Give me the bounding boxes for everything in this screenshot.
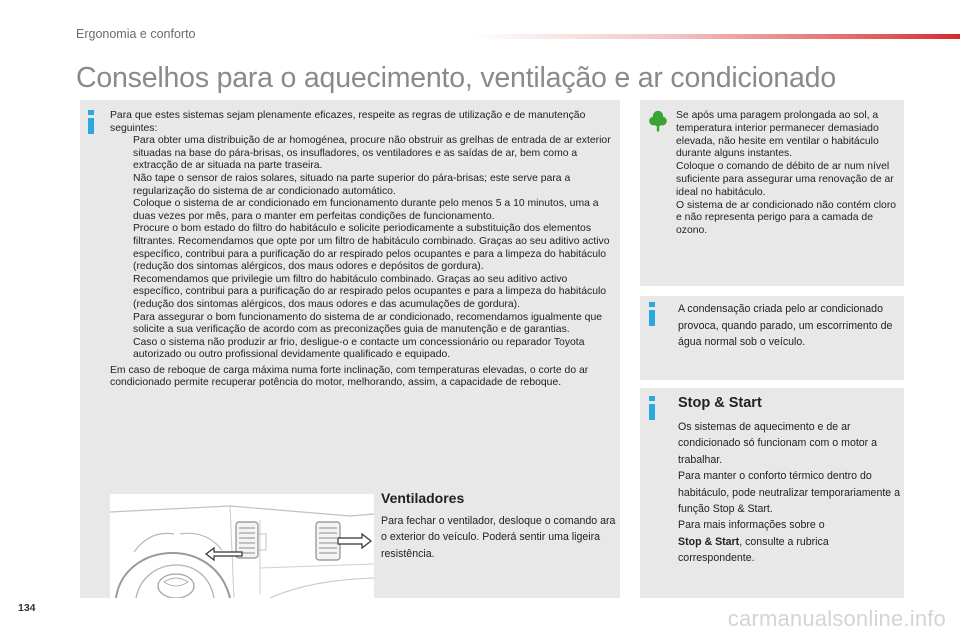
watermark: carmanualsonline.info xyxy=(727,606,946,631)
dashboard-vent-illustration xyxy=(110,494,374,598)
stop-start-text xyxy=(678,419,902,567)
list-item: Procure o bom estado do filtro do habitáculo e solicite periodicamente a substituição dos elementos filtrantes. Recomendamos que opte por um filtro de habitáculo combinado. Graças ao seu aditivo activo específico, contribui para a purificação do ar respirado pelos ocupantes e para a limpeza do habitáculo (redução dos sintomas alérgicos, dos maus odores e depósitos de gordura). Recomendamos que privilegie um filtro do habitáculo combinado. Graças ao seu aditivo activo específico, contribui para a purificação do ar respirado pelos ocupantes e para a limpeza do habitáculo (redução dos sintomas alérgicos, dos maus odores e das acumulações de gordura). xyxy=(110,223,614,311)
condensation-text: A condensação criada pelo ar condicionado provoca, quando parado, um escorrimento de água normal sob o veículo. xyxy=(678,303,893,349)
eco-tree-icon xyxy=(649,110,667,132)
list-item: Caso o sistema não produzir ar frio, desligue-o e contacte um concessionário ou reparador Toyota autorizado ou outro profissional devidamente qualificado e equipado. xyxy=(133,336,585,361)
stop-start-p1: Os sistemas de aquecimento e de ar condicionado só funcionam com o motor a trabalhar. xyxy=(678,421,878,466)
info-icon xyxy=(87,110,95,134)
list-item: Para assegurar o bom funcionamento do sistema de ar condicionado, recomendamos igualmente que solicite a sua verificação de acordo com as preconizações guia de manutenção e de garantias. xyxy=(133,311,603,336)
list-item-extra: Recomendamos que privilegie um filtro do habitáculo combinado. Graças ao seu aditivo activo específico, contribui para a purificação do ar respirado pelos ocupantes e para a limpeza do habitáculo (redução dos sintomas alérgicos, dos maus odores e das acumulações de gordura). xyxy=(133,273,607,310)
ventiladores-title: Ventiladores xyxy=(381,490,465,506)
stop-start-ref: Stop & Start xyxy=(678,535,740,548)
towing-note: Em caso de reboque de carga máxima numa forte inclinação, com temperaturas elevadas, o corte do ar condicionado permite recuperar potência do motor, melhorando, assim, a capacidade de reboque. xyxy=(110,364,589,389)
section-header: Ergonomia e conforto xyxy=(76,27,196,41)
stop-start-p2: Para manter o conforto térmico dentro do habitáculo, pode neutralizar temporariamente a função Stop & Start. xyxy=(678,470,901,516)
info-icon xyxy=(648,396,656,420)
intro-text: Para que estes sistemas sejam plenamente eficazes, respeite as regras de utilização e de manutenção seguintes: xyxy=(110,110,586,134)
eco-tip-ozone: O sistema de ar condicionado não contém cloro e não representa perigo para a camada de ozono. xyxy=(676,199,897,237)
eco-tips xyxy=(676,110,898,238)
eco-tip-ventilate: Se após uma paragem prolongada ao sol, a temperatura interior permanecer demasiado elevada, não hesite em ventilar o habitáculo durante alguns instantes. xyxy=(676,110,879,160)
stop-start-title: Stop & Start xyxy=(678,395,762,411)
ventiladores-text: Para fechar o ventilador, desloque o comando ara o exterior do veículo. Poderá sentir uma ligeira resistência. xyxy=(381,515,616,560)
info-icon xyxy=(648,302,656,326)
list-item: Coloque o sistema de ar condicionado em funcionamento durante pelo menos 5 a 10 minutos, uma a duas vezes por mês, para o manter em perfeitas condições de funcionamento. xyxy=(133,198,599,222)
maintenance-list xyxy=(110,135,614,362)
page-title: Conselhos para o aquecimento, ventilação e ar condicionado xyxy=(76,62,836,94)
eco-tip-airflow: Coloque o comando de débito de ar num nível suficiente para assegurar uma renovação de ar ideal no habitáculo. xyxy=(676,161,894,198)
list-item: Para obter uma distribuição de ar homogénea, procure não obstruir as grelhas de entrada de ar exterior situadas na base do pára-brisas, os insufladores, os ventiladores e as saídas de ar, bem como a extracção de ar situada na parte traseira. xyxy=(133,135,611,172)
page-number: 134 xyxy=(18,602,36,614)
stop-start-p3: Para mais informações sobre o Stop & Start, consulte a rubrica correspondente. xyxy=(678,519,829,565)
main-instructions xyxy=(110,110,614,390)
list-item: Não tape o sensor de raios solares, situado na parte superior do pára-brisas; este serve para a regularização do sistema de ar condicionado automático. xyxy=(133,172,571,197)
header-accent-line xyxy=(470,34,960,39)
